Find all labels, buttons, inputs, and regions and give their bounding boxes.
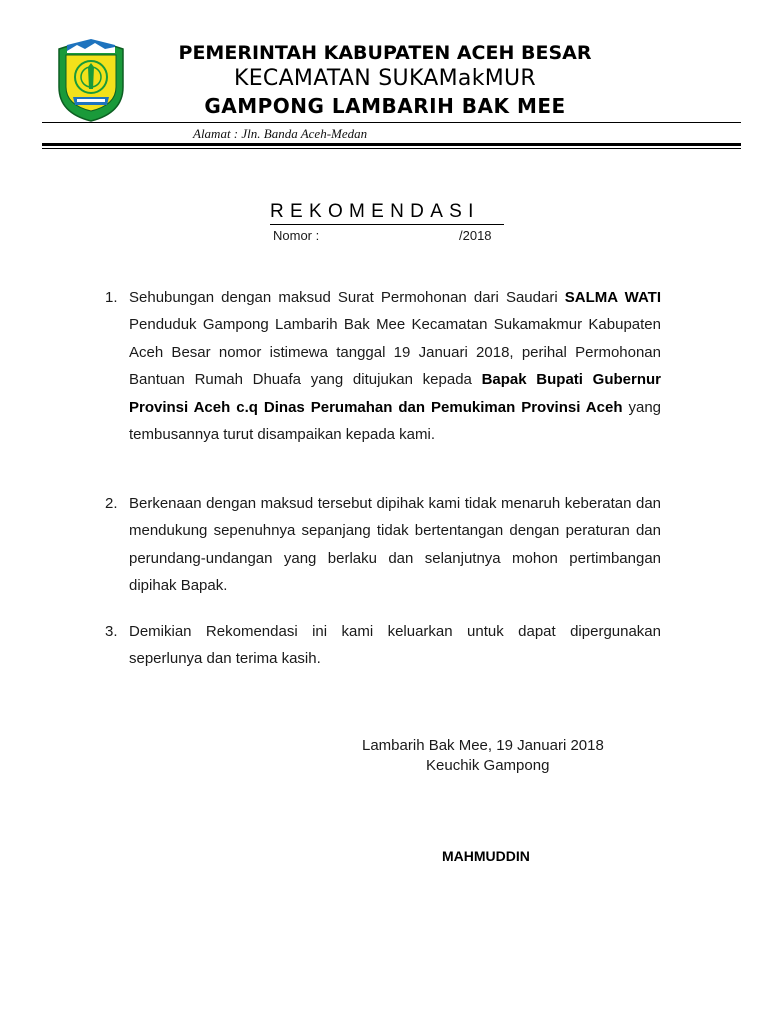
letterhead-district: KECAMATAN SUKAMakMUR [233, 66, 537, 91]
signature-position: Keuchik Gampong [426, 757, 550, 774]
paragraph-segment: Berkenaan dengan maksud tersebut dipihak kami tidak menaruh keberatan dan mendukung sepenuhnya sepanjang tidak bertentangan dengan peraturan dan perundang-undangan yang berlaku dan selanjutnya mohon pertimbangan dipihak Bapak. [129, 495, 661, 595]
signature-place-date: Lambarih Bak Mee, 19 Januari 2018 [362, 737, 604, 754]
paragraph-segment: Demikian Rekomendasi ini kami keluarkan untuk dapat dipergunakan seperlunya dan terima kasih. [129, 623, 661, 668]
paragraph-number: 3. [105, 623, 118, 640]
letterhead-village: GAMPONG LAMBARIH BAK MEE [204, 94, 566, 118]
signatory-name: MAHMUDDIN [442, 848, 530, 864]
paragraph-1 [105, 284, 661, 448]
aceh-besar-emblem-icon [55, 37, 127, 123]
paragraph-text [129, 284, 661, 448]
letterhead-divider-bottom [42, 148, 741, 149]
letterhead-government: PEMERINTAH KABUPATEN ACEH BESAR [178, 42, 592, 64]
document-number-year: /2018 [459, 228, 492, 243]
paragraph-number: 2. [105, 495, 118, 512]
paragraph-number: 1. [105, 289, 118, 306]
title-underline [270, 224, 504, 225]
document-title: REKOMENDASI [270, 201, 480, 222]
paragraph-segment-bold: SALMA WATI [564, 289, 661, 306]
paragraph-segment: Sehubungan dengan maksud Surat Permohonan dari Saudari [129, 289, 565, 306]
paragraph-segment-bold: Bapak Bupati Gubernur Provinsi Aceh c.q Dinas Perumahan dan Pemukiman Provinsi Aceh [129, 371, 661, 416]
paragraph-3 [105, 618, 661, 673]
paragraph-2 [105, 490, 661, 600]
paragraph-text [129, 618, 661, 673]
document-number-label: Nomor : [273, 228, 320, 243]
paragraph-text [129, 490, 661, 600]
paragraph-segment: Penduduk Gampong Lambarih Bak Mee Kecamatan Sukamakmur Kabupaten Aceh Besar nomor istimewa tanggal 19 Januari 2018, perihal Permohonan Bantuan Rumah Dhuafa yang ditujukan kepada [129, 316, 661, 389]
paragraph-segment: yang tembusannya turut disampaikan kepada kami. [129, 398, 661, 444]
letterhead-divider-thick [42, 143, 741, 146]
letterhead-address: Alamat : Jln. Banda Aceh-Medan [193, 126, 368, 141]
letterhead-divider-top [42, 122, 741, 123]
